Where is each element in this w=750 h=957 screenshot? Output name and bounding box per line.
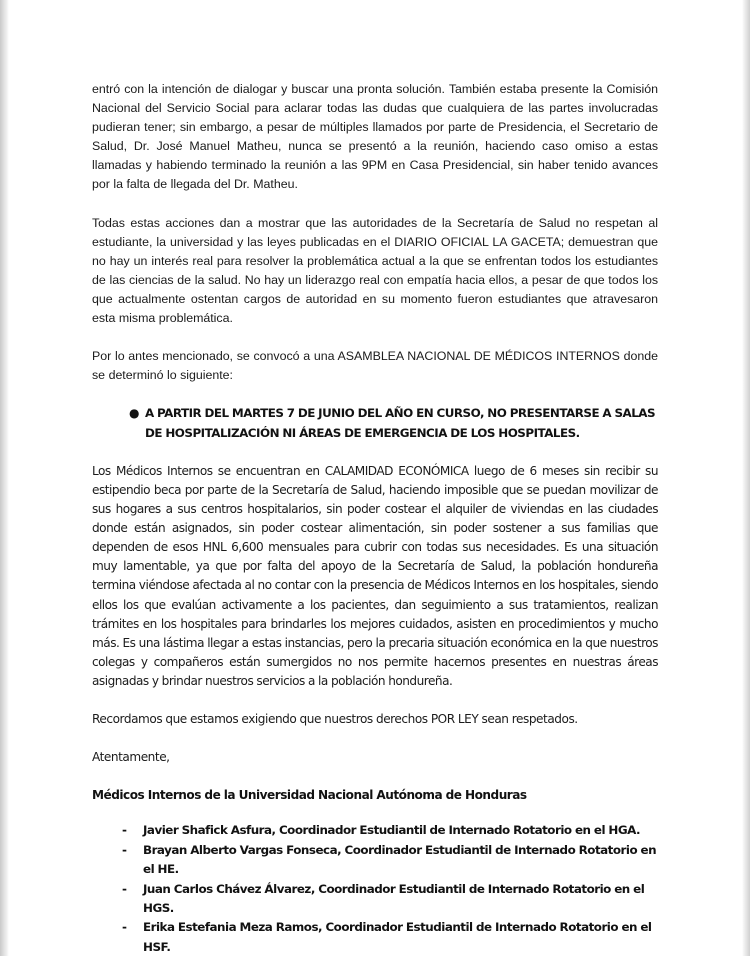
dash-icon: - — [122, 842, 127, 857]
page-shadow-right — [742, 0, 750, 956]
signatory-item — [92, 841, 658, 880]
paragraph-continuation: entró con la intención de dialogar y buscar una pronta solución. También estaba presente la Comisión Nacional del Servicio Social para aclarar todas las dudas que cualquiera de las partes involucradas pudieran tener; sin embargo, a pesar de múltiples llamados por parte de Presidencia, el Secretario de Salud, Dr. José Manuel Matheu, nunca se presentó a la reunión, haciendo caso omiso a estas llamadas y habiendo terminado la reunión a las 9PM en Casa Presidencial, sin haber tenido avances por la falta de llegada del Dr. Matheu. — [92, 82, 658, 192]
page-shadow-left — [0, 0, 9, 956]
paragraph-economic-calamity: Los Médicos Internos se encuentran en CALAMIDAD ECONÓMICA luego de 6 meses sin recibir su estipendio beca por parte de la Secretaría de Salud, haciendo imposible que se puedan movilizar de sus hogares a sus centros hospitalarios, sin poder costear el alquiler de viviendas en las ciudades donde están asignados, sin poder costear alimentación, sin poder sostener a sus familias que dependen de esos HNL 6,600 mensuales para cubrir con todas sus necesidades. Es una situación muy lamentable, ya que por falta del apoyo de la Secretaría de Salud, la población hondureña termina viéndose afectada al no contar con la presencia de Médicos Internos en los hospitales, siendo ellos los que evalúan activamente a los pacientes, dan seguimiento a sus tratamientos, realizan trámites en los hospitales para brindarles los mejores cuidados, asisten en procedimientos y mucho más. Es una lástima llegar a estas instancias, pero la precaria situación económica en la que nuestros colegas y compañeros están sumergidos no nos permite hacernos presentes en nuestras áreas asignadas y brindar nuestros servicios a la población hondureña. — [92, 463, 658, 688]
signatory-name-role: Juan Carlos Chávez Álvarez, Coordinador Estudiantil de Internado Rotatorio en el HGS. — [143, 881, 645, 915]
dash-icon: - — [122, 823, 127, 838]
signatory-name-role: Brayan Alberto Vargas Fonseca, Coordinador Estudiantil de Internado Rotatorio en el HE. — [143, 842, 657, 877]
document-page — [9, 0, 742, 956]
paragraph-closing-salutation: Atentamente, — [92, 750, 170, 765]
signatory-name-role: Erika Estefania Meza Ramos, Coordinador Estudiantil de Internado Rotatorio en el HSF. — [143, 920, 652, 954]
document-text-block — [92, 80, 658, 957]
resolution-list — [92, 404, 658, 443]
resolution-item — [92, 404, 658, 443]
paragraph-authorities-criticism: Todas estas acciones dan a mostrar que las autoridades de la Secretaría de Salud no respetan al estudiante, la universidad y las leyes publicadas en el DIARIO OFICIAL LA GACETA; demuestran que no hay un interés real para resolver la problemática actual a la que se enfrentan todos los estudiantes de las ciencias de la salud. No hay un liderazgo real con empatía hacia ellos, a pesar de que todos los que actualmente ostentan cargos de autoridad en su momento fueron estudiantes que atravesaron esta misma problemática. — [92, 215, 658, 326]
signatory-name-role: Javier Shafick Asfura, Coordinador Estudiantil de Internado Rotatorio en el HGA. — [143, 823, 641, 838]
signatory-item — [92, 821, 658, 840]
signature-organization-heading: Médicos Internos de la Universidad Nacional Autónoma de Honduras — [92, 788, 527, 803]
paragraph-assembly-convocation: Por lo antes mencionado, se convocó a una ASAMBLEA NACIONAL DE MÉDICOS INTERNOS donde se determinó lo siguiente: — [92, 349, 658, 383]
signatory-item — [92, 880, 658, 919]
dash-icon: - — [122, 920, 127, 935]
signatory-list — [92, 821, 658, 957]
paragraph-rights-reminder: Recordamos que estamos exigiendo que nuestros derechos POR LEY sean respetados. — [92, 712, 578, 727]
signatory-item — [92, 918, 658, 957]
dash-icon: - — [122, 881, 127, 896]
resolution-item-text: A PARTIR DEL MARTES 7 DE JUNIO DEL AÑO EN CURSO, NO PRESENTARSE A SALAS DE HOSPITALIZACIÓN NI ÁREAS DE EMERGENCIA DE LOS HOSPITALES. — [145, 406, 656, 440]
bullet-icon: ● — [129, 406, 139, 421]
